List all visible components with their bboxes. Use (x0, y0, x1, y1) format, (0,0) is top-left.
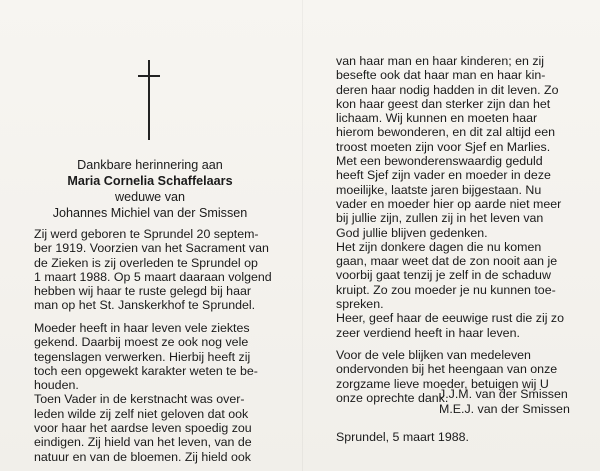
text-line: heeft Sjef zijn vader en moeder in deze (336, 168, 551, 183)
text-line: Voor de vele blijken van medeleven (336, 348, 531, 362)
card-fold (302, 0, 303, 471)
text-line: tegenslagen verwerken. Hierbij heeft zij (34, 349, 251, 364)
text-line: onze oprechte dank. (336, 390, 449, 405)
text-line: besefte ook dat haar man en haar kin- (336, 68, 546, 83)
text-line: spreken. (336, 297, 384, 312)
text-line: de Zieken is zij overleden te Sprundel op (34, 255, 258, 270)
text-line: moeilijke, laatste jaren bijgestaan. Nu (336, 182, 542, 197)
text-line: kruipt. Zo zou moeder je nu kunnen toe- (336, 282, 556, 297)
text-line: gekend. Daarbij moest ze ook nog vele (34, 335, 249, 350)
life-paragraph (34, 227, 280, 313)
text-line: houden. (34, 378, 79, 393)
text-line: deren haar nodig hadden in dit leven. Zo (336, 82, 559, 97)
text-line: Toen Vader in de kerstnacht was over- (34, 392, 245, 407)
text-line: hebben wij haar te ruste gelegd bij haar (34, 284, 251, 299)
cross-icon (138, 60, 160, 140)
character-paragraph (34, 321, 280, 464)
text-line: eindigen. Zij hield van het leven, van de (34, 435, 252, 450)
text-line: voorbij gaat tenzij je zelf in de schaduw (336, 268, 551, 283)
text-line: vader en moeder hier op aarde niet meer (336, 196, 562, 211)
text-line: man op het St. Janskerkhof te Sprundel. (34, 298, 256, 313)
closing-date: Sprundel, 5 maart 1988. (336, 430, 469, 444)
text-line: Moeder heeft in haar leven vele ziektes (34, 321, 250, 335)
signature-line: J.J.M. van der Smissen (439, 387, 568, 401)
text-line: leden wilde zij zelf niet geloven dat ook (34, 406, 249, 421)
dedication-text: Dankbare herinnering aan (77, 158, 223, 172)
text-line: lichaam. Wij kunnen en moeten haar (336, 111, 538, 126)
text-line: van haar man en haar kinderen; en zij (336, 54, 545, 68)
tribute-paragraph (336, 54, 572, 340)
text-line: hierom bewonderen, en dit zal altijd een (336, 125, 556, 140)
text-line: God jullie blijven gedenken. (336, 225, 488, 240)
text-line: Heer, geef haar de eeuwige rust die zij zo (336, 311, 564, 326)
text-line: kon haar geest dan sterker zijn dan het (336, 96, 551, 111)
text-line: ber 1919. Voorzien van het Sacrament van (34, 241, 269, 256)
text-line: voor haar het aardse leven spoedig zou (34, 421, 252, 436)
text-line: Met een bewonderenswaardig geduld (336, 154, 543, 169)
text-line: natuur en van de bloemen. Zij hield ook (34, 449, 251, 464)
deceased-name: Maria Cornelia Schaffelaars (67, 174, 233, 188)
text-line: toch een opgewekt karakter weten te be- (34, 363, 258, 378)
text-line: 1 maart 1988. Op 5 maart daaraan volgend (34, 269, 272, 284)
widow-of-label: weduwe van (114, 190, 185, 204)
signatures (439, 387, 570, 416)
text-line: troost moeten zijn voor Sjef en Marlies. (336, 139, 551, 154)
signature-line: M.E.J. van der Smissen (439, 401, 570, 416)
text-line: Zij werd geboren te Sprundel 20 septem- (34, 227, 259, 241)
text-line: Het zijn donkere dagen die nu komen (336, 239, 542, 254)
text-line: ondervonden bij het heengaan van onze (336, 362, 558, 377)
dedication-header (40, 157, 260, 221)
text-line: zorgzame lieve moeder, betuigen wij U (336, 376, 549, 391)
text-line: zeer verdiend heeft in haar leven. (336, 325, 520, 340)
husband-name: Johannes Michiel van der Smissen (52, 206, 248, 220)
text-line: bij jullie zijn, zullen zij in het leven van (336, 211, 544, 226)
text-line: gaan, maar weet dat de zon nooit aan je (336, 254, 558, 269)
